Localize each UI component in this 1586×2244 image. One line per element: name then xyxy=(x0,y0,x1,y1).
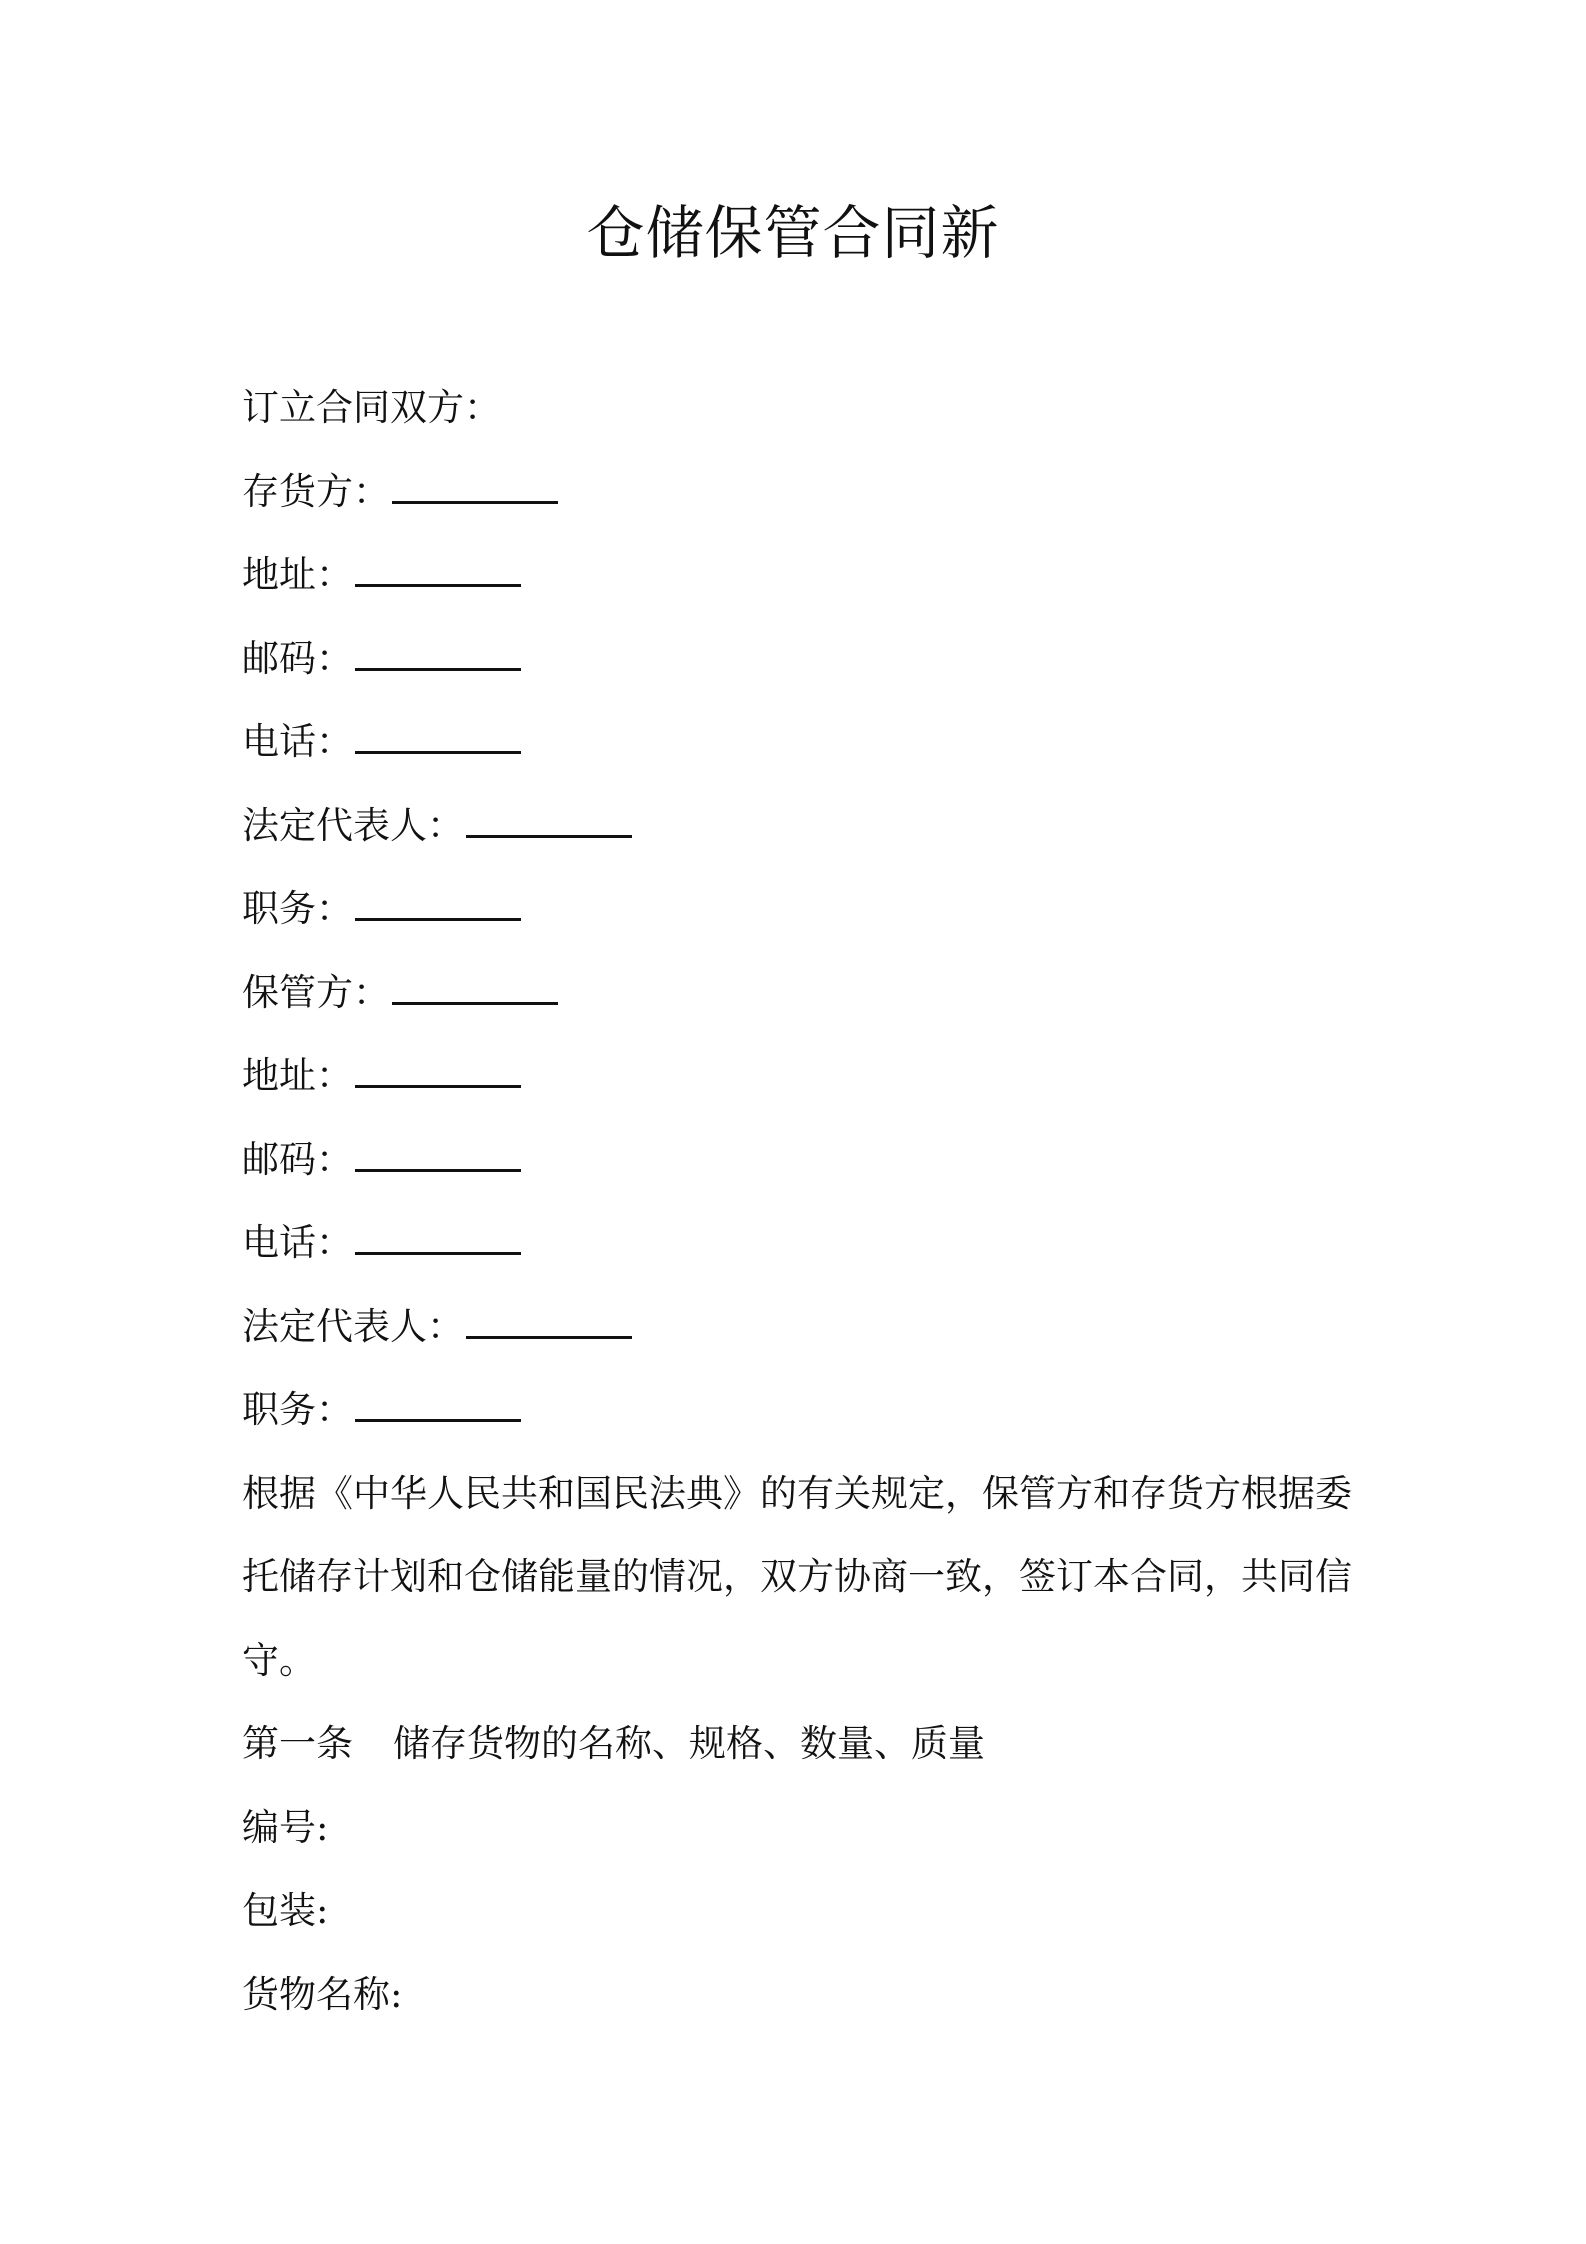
custodian-party-label: 保管方： xyxy=(242,970,390,1014)
depositor-phone-label: 电话： xyxy=(242,720,353,763)
custodian-phone-line xyxy=(242,1201,1352,1285)
custodian-position-blank[interactable] xyxy=(355,1389,521,1422)
custodian-postcode-line xyxy=(242,1118,1352,1202)
packaging-field: 包装: xyxy=(242,1889,329,1932)
depositor-address-label: 地址： xyxy=(242,553,353,596)
document-title: 仓储保管合同新 xyxy=(586,199,1000,267)
custodian-address-label: 地址： xyxy=(242,1054,353,1097)
article-1-title: 储存货物的名称、规格、数量、质量 xyxy=(393,1722,985,1765)
depositor-legal-rep-blank[interactable] xyxy=(466,805,632,838)
article-1-number: 第一条 xyxy=(242,1722,353,1765)
depositor-party-label: 存货方： xyxy=(242,469,390,513)
custodian-legal-rep-line xyxy=(242,1285,1352,1369)
depositor-address-line xyxy=(242,533,1352,617)
serial-number-field: 编号: xyxy=(242,1805,329,1849)
custodian-phone-label: 电话： xyxy=(242,1221,353,1264)
custodian-position-line xyxy=(242,1368,1352,1452)
custodian-address-blank[interactable] xyxy=(355,1055,521,1088)
depositor-postcode-line xyxy=(242,617,1352,701)
intro-line: 订立合同双方： xyxy=(242,386,501,429)
article-1-heading xyxy=(242,1702,1352,1786)
custodian-legal-rep-blank[interactable] xyxy=(466,1306,632,1339)
goods-name-field: 货物名称: xyxy=(242,1972,403,2016)
depositor-postcode-blank[interactable] xyxy=(355,638,521,671)
custodian-address-line xyxy=(242,1034,1352,1118)
custodian-legal-rep-label: 法定代表人： xyxy=(242,1304,464,1348)
depositor-position-line xyxy=(242,867,1352,951)
depositor-party-line xyxy=(242,450,1352,534)
depositor-legal-rep-line xyxy=(242,784,1352,868)
custodian-position-label: 职务： xyxy=(242,1388,353,1431)
depositor-phone-blank[interactable] xyxy=(355,721,521,754)
custodian-postcode-blank[interactable] xyxy=(355,1139,521,1172)
depositor-position-blank[interactable] xyxy=(355,888,521,921)
preamble-paragraph: 根据《中华人民共和国民法典》的有关规定，保管方和存货方根据委托储存计划和仓储能量的情况，双方协商一致，签订本合同，共同信守。 xyxy=(242,1471,1352,1682)
depositor-address-blank[interactable] xyxy=(355,554,521,587)
custodian-postcode-label: 邮码： xyxy=(242,1137,353,1181)
custodian-party-line xyxy=(242,951,1352,1035)
custodian-party-blank[interactable] xyxy=(392,972,558,1005)
depositor-position-label: 职务： xyxy=(242,887,353,930)
depositor-legal-rep-label: 法定代表人： xyxy=(242,803,464,847)
depositor-party-blank[interactable] xyxy=(392,471,558,504)
custodian-phone-blank[interactable] xyxy=(355,1222,521,1255)
depositor-phone-line xyxy=(242,700,1352,784)
depositor-postcode-label: 邮码： xyxy=(242,636,353,680)
document-body xyxy=(242,366,1352,2036)
